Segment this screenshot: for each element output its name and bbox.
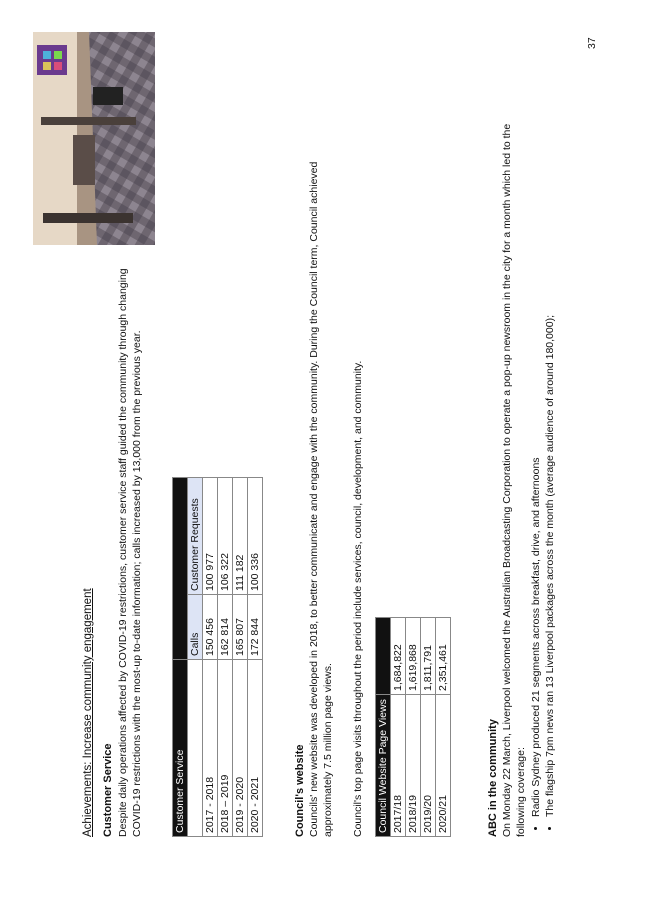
row-period: 2018 – 2019 [218,660,233,837]
row-period: 2019 - 2020 [233,660,248,837]
abc-paragraph: On Monday 22 March, Liverpool welcomed the Australian Broadcasting Corporation to operate a pop-up newsroom in the city for a month which led to the following coverage: [501,123,527,837]
website-paragraph-1: Councils' new website was developed in 2018, to better communicate and engage with the community. During the Council term, Council achieved approximately 7.5 million page views. [308,161,334,837]
table-row [421,618,436,837]
column-header-calls: Calls [188,595,203,660]
table-title: Council Website Page Views [376,695,391,837]
table-row [436,618,451,837]
table-row [406,618,421,837]
column-header-requests: Customer Requests [188,478,203,595]
customer-service-table [172,477,263,837]
table-row [203,478,218,837]
row-requests: 100 336 [248,478,263,595]
list-item: • The flagship 7pm news ran 13 Liverpool packages across the month (average audience of around 180,000); [544,77,558,817]
row-views: 1,619,868 [406,618,421,695]
website-paragraph-2: Council's top page visits throughout the period include services, council, development, and community. [352,360,364,837]
table-row [233,478,248,837]
table-row [218,478,233,837]
row-views: 1,684,822 [391,618,406,695]
abc-bullet-list [530,77,557,837]
photo-illustration [33,32,155,245]
row-year: 2017/18 [391,695,406,837]
table-cell-empty [188,660,203,837]
table-row [248,478,263,837]
page-views-table [375,617,451,837]
row-year: 2019/20 [421,695,436,837]
row-views: 2,351,461 [436,618,451,695]
row-calls: 172 844 [248,595,263,660]
website-heading: Council's website [294,744,306,837]
section-title: Achievements: Increase community engagement [82,588,94,837]
abc-heading: ABC in the community [487,719,499,837]
row-calls: 162 814 [218,595,233,660]
shopping-centre-photo [33,32,155,245]
customer-service-paragraph: Despite daily operations affected by COVID-19 restrictions, customer service staff guided the community through changing COVID-19 restrictions with the most-up to-date information; calls increased by 13,000 from the previous year. [117,268,143,837]
list-item: • Radio Sydney produced 21 segments across breakfast, drive, and afternoons [530,77,544,817]
table-header-spacer [376,618,391,695]
row-period: 2017 - 2018 [203,660,218,837]
table-row [391,618,406,837]
page-number: 37 [586,37,598,49]
row-year: 2018/19 [406,695,421,837]
customer-service-heading: Customer Service [102,743,114,837]
row-calls: 150 456 [203,595,218,660]
row-requests: 111 182 [233,478,248,595]
table-header-spacer [173,478,188,660]
row-period: 2020 - 2021 [248,660,263,837]
row-views: 1,811,791 [421,618,436,695]
table-title: Customer Service [173,660,188,837]
row-requests: 106 322 [218,478,233,595]
row-requests: 100 977 [203,478,218,595]
row-calls: 165 807 [233,595,248,660]
row-year: 2020/21 [436,695,451,837]
